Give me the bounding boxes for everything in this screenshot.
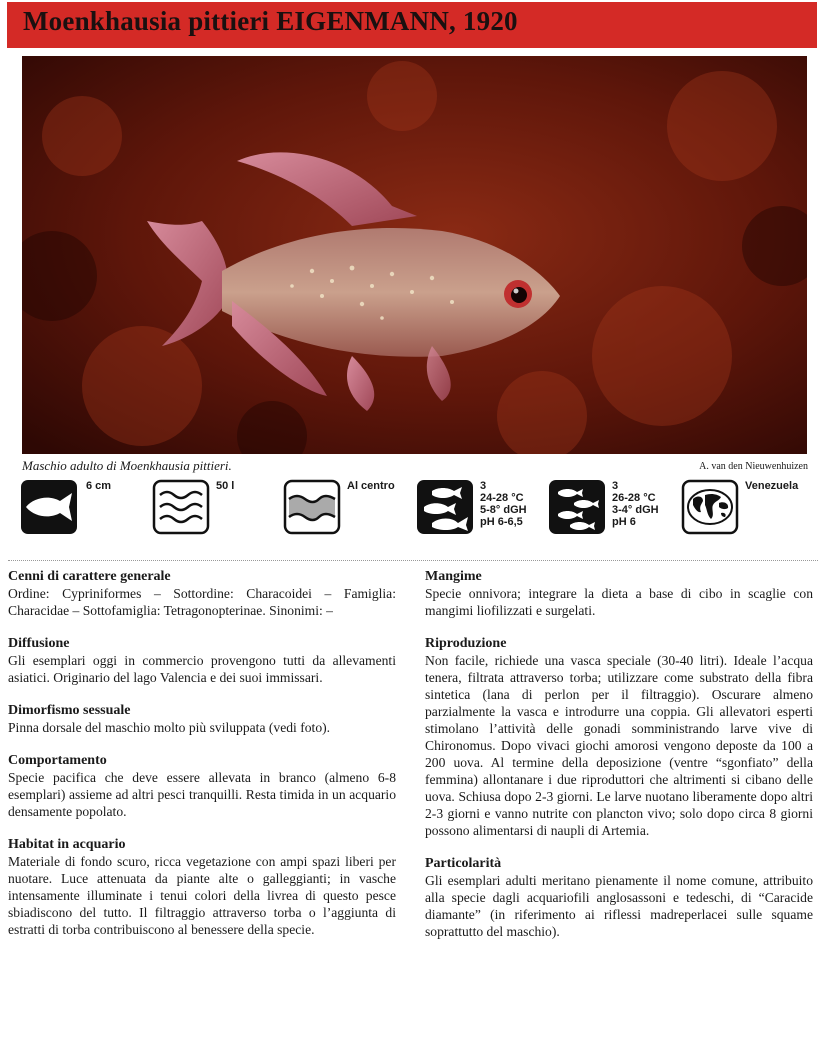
left-column bbox=[8, 568, 396, 954]
section-text: Materiale di fondo scuro, ricca vegetazione con ampi spazi liberi per nuotare. Luce attenuata da piante alte o galleggianti; in vasche intensamente illuminate i tenui colori della livrea di questo pesce sbiadiscono del tutto. Il filtraggio attraverso torba o l’aggiunta di estratti di torba contribuiscono al benessere della specie. bbox=[8, 854, 396, 937]
section-behaviour bbox=[8, 752, 396, 820]
fish-size-value: 6 cm bbox=[86, 480, 112, 492]
fish-photo-illustration bbox=[22, 56, 807, 454]
section-heading: Habitat in acquario bbox=[8, 837, 126, 852]
section-heading: Cenni di carattere generale bbox=[8, 569, 171, 584]
section-text: Gli esemplari oggi in commercio provengono tutti da allevamenti asiatici. Originario del lago Valencia e dei suoi immissari. bbox=[8, 653, 396, 685]
swim-zone-icon bbox=[283, 479, 341, 535]
section-text: Specie pacifica che deve essere allevata in branco (almeno 6-8 esemplari) assieme ad altri pesci tranquilli. Resta timida in un acquario densamente popolato. bbox=[8, 770, 396, 819]
section-heading: Particolarità bbox=[425, 856, 502, 871]
section-general bbox=[8, 568, 396, 619]
right-column bbox=[425, 568, 813, 956]
section-text: Pinna dorsale del maschio molto più sviluppata (vedi foto). bbox=[8, 720, 331, 735]
breeding-tank-icon bbox=[548, 479, 606, 535]
photo-credit: A. van den Nieuwenhuizen bbox=[699, 461, 808, 472]
section-text: Ordine: Cypriniformes – Sottordine: Characoidei – Famiglia: Characidae – Sottofamiglia: Tetragonopterinae. Sinonimi: – bbox=[8, 586, 396, 618]
section-heading: Dimorfismo sessuale bbox=[8, 703, 131, 718]
tank-volume-value: 50 l bbox=[216, 480, 235, 492]
section-aquarium-habitat bbox=[8, 836, 396, 938]
section-particularities bbox=[425, 855, 813, 940]
section-heading: Mangime bbox=[425, 569, 482, 584]
section-text: Specie onnivora; integrare la dieta a base di cibo in scaglie con mangimi liofilizzati e surgelati. bbox=[425, 586, 813, 618]
section-text: Gli esemplari adulti meritano pienamente il nome comune, attribuito alla specie dagli acquariofili anglosassoni e tedeschi, di “Caracide diamante” (in riferimento ai riflessi madreperlacei sulle squame soprattutto del maschio). bbox=[425, 873, 813, 939]
fish-photo bbox=[22, 56, 807, 454]
world-map-icon bbox=[681, 479, 739, 535]
section-distribution bbox=[8, 635, 396, 686]
origin-value: Venezuela bbox=[745, 480, 799, 492]
title-bar bbox=[7, 2, 817, 48]
section-heading: Riproduzione bbox=[425, 636, 507, 651]
section-heading: Comportamento bbox=[8, 753, 107, 768]
section-sexual-dimorphism bbox=[8, 702, 396, 736]
swim-zone-value: Al centro bbox=[347, 480, 395, 492]
section-food bbox=[425, 568, 813, 619]
section-divider bbox=[8, 560, 818, 561]
fish-size-icon bbox=[20, 479, 78, 535]
breeding-tank-params: 3 26-28 °C 3-4° dGH pH 6 bbox=[612, 480, 659, 528]
section-reproduction bbox=[425, 635, 813, 839]
info-icons-row bbox=[0, 476, 822, 546]
section-text: Non facile, richiede una vasca speciale (30-40 litri). Ideale l’acqua tenera, filtrata attraverso torba; utilizzare come substrato della fibra sintetica (lana di perlon per il filtraggio). Oscurare almeno parzialmente la vasca e introdurre una coppia. Gli allevatori esperti stimolano l’attività delle gonadi somministrando larve vive di Chironomus. Dopo vivaci giochi amorosi vengono deposte da 100 a 200 uova. Al termine della deposizione (ventre “sgonfiato” della femmina) allontanare i due riproduttori che altrimenti si cibano delle uova. Schiusa dopo 2-3 giorni. Le larve nuotano liberamente dopo altri 2-3 giorni e vanno nutrite con plancton vivo; solo dopo circa 8 giorni possono alimentarsi di naupli di Artemia. bbox=[425, 653, 813, 838]
community-tank-icon bbox=[416, 479, 474, 535]
tank-volume-icon bbox=[152, 479, 210, 535]
section-heading: Diffusione bbox=[8, 636, 70, 651]
page-title: Moenkhausia pittieri EIGENMANN, 1920 bbox=[23, 6, 518, 36]
community-tank-params: 3 24-28 °C 5-8° dGH pH 6-6,5 bbox=[480, 480, 527, 528]
photo-caption: Maschio adulto di Moenkhausia pittieri. bbox=[22, 458, 232, 473]
